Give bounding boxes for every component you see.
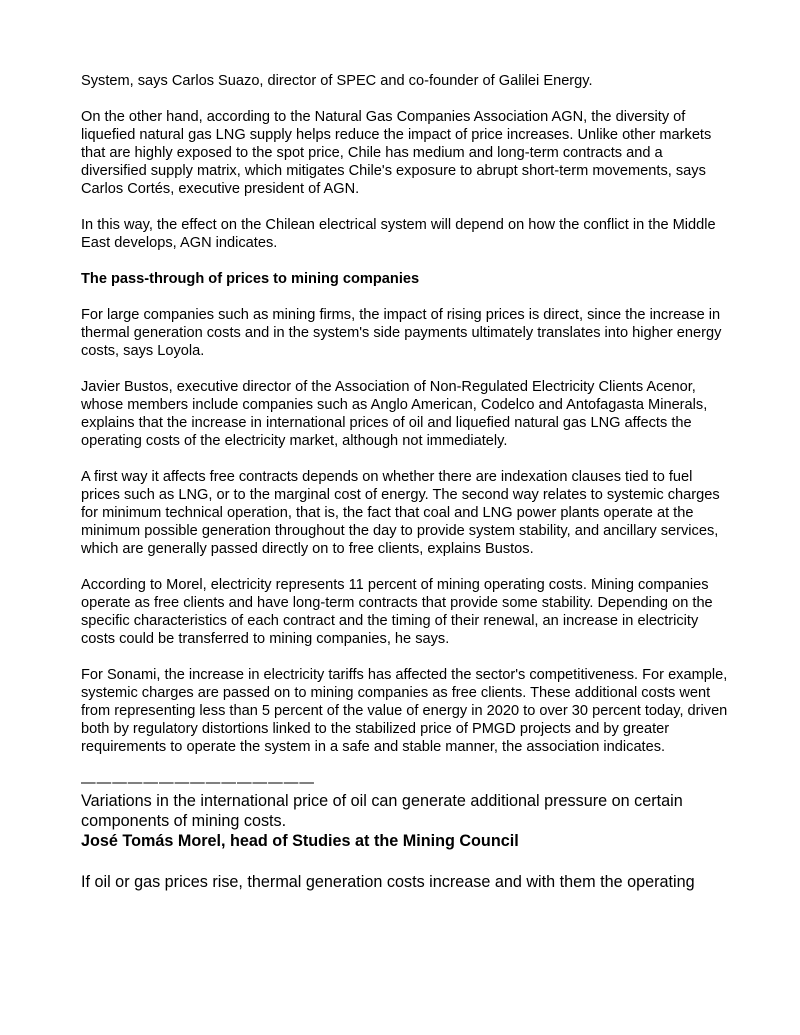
paragraph-bustos-acenor: Javier Bustos, executive director of the Association of Non-Regulated Electricity Clients Acenor, whose members include companies such as Anglo American, Codelco and Antofagasta Minerals, explains that the increase in international prices of oil and liquefied natural gas LNG affects the operating costs of the electricity market, although not immediately. xyxy=(81,379,708,449)
paragraph-intro-continued: System, says Carlos Suazo, director of SPEC and co-founder of Galilei Energy. xyxy=(81,73,593,89)
pull-quote-attribution: José Tomás Morel, head of Studies at the Mining Council xyxy=(81,832,519,850)
paragraph-sonami: For Sonami, the increase in electricity tariffs has affected the sector's competitiveness. For example, systemic charges are passed on to mining companies as free clients. These additional costs went from representing less than 5 percent of the value of energy in 2020 to over 30 percent today, driven both by regulatory distortions linked to the stabilized price of PMGD projects and by greater requirements to operate the system in a safe and stable manner, the association indicates. xyxy=(81,667,728,755)
pull-quote-text: Variations in the international price of oil can generate additional pressure on certain components of mining costs. xyxy=(81,792,683,830)
paragraph-free-contracts: A first way it affects free contracts depends on whether there are indexation clauses tied to fuel prices such as LNG, or to the marginal cost of energy. The second way relates to systemic charges for minimum technical operation, that is, the fact that coal and LNG power plants operate at the minimum possible generation throughout the day to provide system stability, and ancillary services, which are generally passed directly on to free clients, explains Bustos. xyxy=(81,469,720,557)
paragraph-agn-lng-supply: On the other hand, according to the Natural Gas Companies Association AGN, the diversity of liquefied natural gas LNG supply helps reduce the impact of price increases. Unlike other markets that are highly exposed to the spot price, Chile has medium and long-term contracts and a diversified supply matrix, which mitigates Chile's exposure to abrupt short-term movements, says Carlos Cortés, executive president of AGN. xyxy=(81,109,712,197)
paragraph-middle-east-conflict: In this way, the effect on the Chilean electrical system will depend on how the conflict in the Middle East develops, AGN indicates. xyxy=(81,217,716,251)
section-heading: The pass-through of prices to mining companies xyxy=(81,271,420,287)
pull-quote-divider: ——————————————— xyxy=(81,775,315,791)
paragraph-loyola: For large companies such as mining firms, the impact of rising prices is direct, since the increase in thermal generation costs and in the system's side payments ultimately translates into higher energy costs, says Loyola. xyxy=(81,307,722,359)
pull-quote xyxy=(81,774,729,851)
paragraph-continuation: If oil or gas prices rise, thermal generation costs increase and with them the operating xyxy=(81,873,695,891)
document-page xyxy=(81,72,729,892)
paragraph-morel-electricity: According to Morel, electricity represents 11 percent of mining operating costs. Mining companies operate as free clients and have long-term contracts that provide some stability. Depending on the specific characteristics of each contract and the timing of their renewal, an increase in electricity costs could be transferred to mining companies, he says. xyxy=(81,577,713,647)
